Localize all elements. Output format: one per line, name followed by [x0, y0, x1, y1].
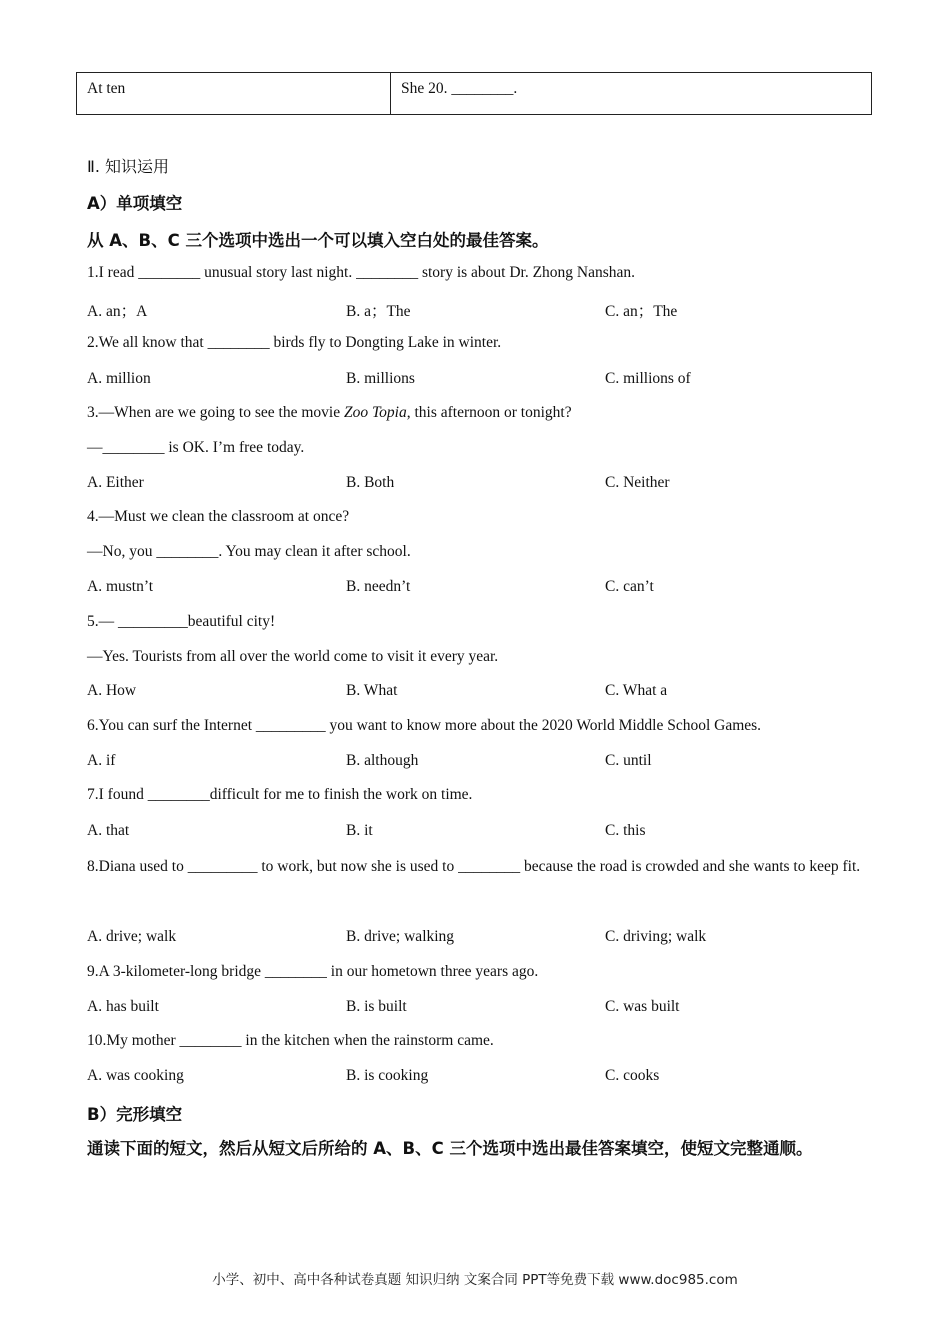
- question-7: 7.I found ________difficult for me to finish the work on time.: [87, 786, 473, 803]
- option-a: A. an；A: [87, 303, 148, 320]
- question-5-reply: —Yes. Tourists from all over the world come to visit it every year.: [87, 648, 499, 665]
- answer-table: [76, 72, 872, 115]
- options-3: [87, 474, 877, 496]
- option-b: B. drive; walking: [346, 928, 455, 945]
- question-8: 8.Diana used to _________ to work, but now she is used to ________ because the road is crowded and she wants to keep fit.: [87, 858, 861, 875]
- option-a: A. drive; walk: [87, 928, 177, 945]
- option-b: B. is built: [346, 998, 407, 1015]
- option-b: B. although: [346, 752, 419, 769]
- table-cell-answer: She 20. ________.: [391, 73, 872, 115]
- options-8: [87, 928, 877, 950]
- question-3-text-start: 3.—When are we going to see the movie: [87, 404, 344, 421]
- option-b: B. What: [346, 682, 398, 699]
- option-a: A. if: [87, 752, 116, 769]
- question-1: 1.I read ________ unusual story last night. ________ story is about Dr. Zhong Nanshan.: [87, 264, 636, 281]
- option-a: A. million: [87, 370, 151, 387]
- question-3-text-end: , this afternoon or tonight?: [406, 404, 572, 421]
- options-6: [87, 752, 877, 774]
- options-9: [87, 998, 877, 1020]
- option-b: B. needn’t: [346, 578, 411, 595]
- question-10: 10.My mother ________ in the kitchen when the rainstorm came.: [87, 1032, 494, 1049]
- question-3: [87, 404, 572, 422]
- question-5: 5.— _________beautiful city!: [87, 613, 276, 630]
- page-footer: 小学、初中、高中各种试卷真题 知识归纳 文案合同 PPT等免费下载 www.doc985.com: [212, 1272, 738, 1288]
- option-a: A. was cooking: [87, 1067, 184, 1084]
- option-c: C. millions of: [605, 370, 691, 387]
- part-a-heading: A）单项填空: [87, 194, 183, 213]
- option-c: C. What a: [605, 682, 668, 699]
- option-b: B. Both: [346, 474, 395, 491]
- option-a: A. Either: [87, 474, 144, 491]
- option-b: B. a；The: [346, 303, 411, 320]
- question-9: 9.A 3-kilometer-long bridge ________ in our hometown three years ago.: [87, 963, 539, 980]
- question-2: 2.We all know that ________ birds fly to Dongting Lake in winter.: [87, 334, 502, 351]
- part-b-heading: B）完形填空: [87, 1105, 183, 1124]
- options-4: [87, 578, 877, 600]
- options-5: [87, 682, 877, 704]
- table-row: [77, 73, 872, 115]
- part-b-instruction: 通读下面的短文，然后从短文后所给的 A、B、C 三个选项中选出最佳答案填空，使短文完整通顺。: [87, 1139, 813, 1158]
- options-10: [87, 1067, 877, 1089]
- options-7: [87, 822, 877, 844]
- part-a-instruction: 从 A、B、C 三个选项中选出一个可以填入空白处的最佳答案。: [87, 231, 549, 250]
- option-a: A. has built: [87, 998, 159, 1015]
- option-a: A. How: [87, 682, 137, 699]
- option-c: C. until: [605, 752, 652, 769]
- table-cell-time: At ten: [77, 73, 391, 115]
- option-c: C. driving; walk: [605, 928, 707, 945]
- question-6: 6.You can surf the Internet _________ you want to know more about the 2020 World Middle School Games.: [87, 717, 762, 734]
- option-c: C. Neither: [605, 474, 670, 491]
- section-title: Ⅱ. 知识运用: [87, 157, 170, 176]
- option-c: C. this: [605, 822, 646, 839]
- question-4: 4.—Must we clean the classroom at once?: [87, 508, 350, 525]
- option-b: B. is cooking: [346, 1067, 429, 1084]
- option-c: C. can’t: [605, 578, 654, 595]
- option-b: B. it: [346, 822, 373, 839]
- option-c: C. was built: [605, 998, 680, 1015]
- options-1: [87, 299, 877, 321]
- question-4-reply: —No, you ________. You may clean it after school.: [87, 543, 411, 560]
- question-3-reply: —________ is OK. I’m free today.: [87, 439, 305, 456]
- option-c: C. an；The: [605, 303, 678, 320]
- option-c: C. cooks: [605, 1067, 660, 1084]
- option-b: B. millions: [346, 370, 415, 387]
- option-a: A. mustn’t: [87, 578, 154, 595]
- movie-title: Zoo Topia: [343, 404, 407, 421]
- option-a: A. that: [87, 822, 130, 839]
- options-2: [87, 370, 877, 392]
